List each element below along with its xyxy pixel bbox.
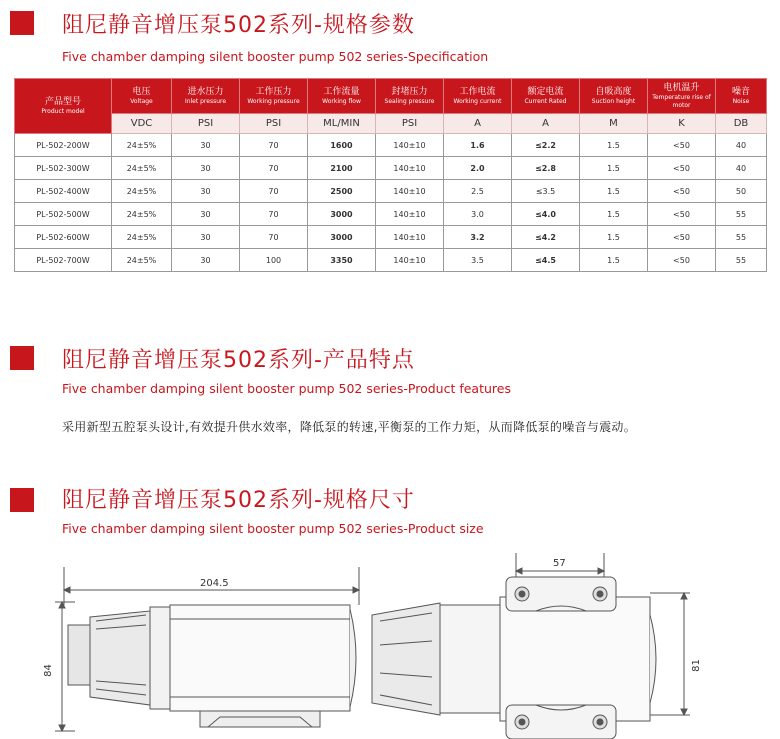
- value-cell: 3000: [308, 203, 376, 226]
- unit-cell: PSI: [172, 114, 240, 134]
- header-cn: 工作压力: [255, 86, 292, 97]
- value-cell: 55: [716, 203, 767, 226]
- features-title-cn: 阻尼静音增压泵502系列-产品特点: [62, 348, 415, 373]
- value-cell: 100: [240, 249, 308, 272]
- value-cell: ≤3.5: [512, 180, 580, 203]
- dim-height-side: 84: [42, 664, 54, 677]
- table-row: [15, 226, 767, 249]
- section-marker: [10, 11, 34, 35]
- section-marker: [10, 488, 34, 512]
- value-cell: <50: [648, 180, 716, 203]
- unit-cell: PSI: [240, 114, 308, 134]
- header-en: Product model: [41, 107, 85, 115]
- header-en: Working pressure: [247, 97, 300, 105]
- header-en: Temperature rise of motor: [652, 93, 711, 109]
- value-cell: 1600: [308, 134, 376, 157]
- section-marker: [10, 346, 34, 370]
- table-header-row: [15, 79, 767, 114]
- unit-cell: ML/MIN: [308, 114, 376, 134]
- features-title-en: Five chamber damping silent booster pump 502 series-Product features: [62, 381, 511, 396]
- header-cell: [512, 79, 580, 114]
- value-cell: 24±5%: [112, 249, 172, 272]
- spec-title-cn: 阻尼静音增压泵502系列-规格参数: [62, 13, 415, 38]
- value-cell: 1.6: [444, 134, 512, 157]
- value-cell: 24±5%: [112, 226, 172, 249]
- model-cell: PL-502-500W: [15, 203, 112, 226]
- header-cn: 额定电流: [527, 86, 564, 97]
- unit-cell: M: [580, 114, 648, 134]
- unit-cell: A: [512, 114, 580, 134]
- header-cn: 工作电流: [459, 86, 496, 97]
- value-cell: 1.5: [580, 226, 648, 249]
- header-en: Sealing pressure: [384, 97, 435, 105]
- value-cell: 40: [716, 134, 767, 157]
- header-cn: 电压: [132, 86, 151, 97]
- header-cn: 封堵压力: [391, 86, 428, 97]
- spec-title-en: Five chamber damping silent booster pump 502 series-Specification: [62, 49, 489, 64]
- value-cell: <50: [648, 249, 716, 272]
- unit-cell: K: [648, 114, 716, 134]
- model-cell: PL-502-300W: [15, 157, 112, 180]
- spec-table: [14, 78, 767, 272]
- header-cell: [716, 79, 767, 114]
- value-cell: 30: [172, 134, 240, 157]
- value-cell: 40: [716, 157, 767, 180]
- value-cell: <50: [648, 203, 716, 226]
- value-cell: 2500: [308, 180, 376, 203]
- size-title-cn: 阻尼静音增压泵502系列-规格尺寸: [62, 488, 415, 513]
- header-en: Current Rated: [524, 97, 567, 105]
- dim-height-end: 81: [690, 659, 702, 672]
- value-cell: 140±10: [376, 226, 444, 249]
- value-cell: ≤4.2: [512, 226, 580, 249]
- table-row: [15, 157, 767, 180]
- value-cell: ≤4.0: [512, 203, 580, 226]
- header-en: Voltage: [130, 97, 153, 105]
- value-cell: 3350: [308, 249, 376, 272]
- value-cell: 30: [172, 157, 240, 180]
- value-cell: <50: [648, 134, 716, 157]
- unit-cell: A: [444, 114, 512, 134]
- dim-length: 204.5: [200, 578, 229, 589]
- header-cell: [308, 79, 376, 114]
- value-cell: 70: [240, 134, 308, 157]
- model-cell: PL-502-600W: [15, 226, 112, 249]
- unit-cell: PSI: [376, 114, 444, 134]
- table-body: [15, 134, 767, 272]
- header-cell: [172, 79, 240, 114]
- value-cell: 24±5%: [112, 134, 172, 157]
- features-description: 采用新型五腔泵头设计,有效提升供水效率，降低泵的转速,平衡泵的工作力矩，从而降低泵的噪音与震动。: [62, 420, 637, 434]
- unit-cell: VDC: [112, 114, 172, 134]
- header-cell: [648, 79, 716, 114]
- value-cell: 1.5: [580, 157, 648, 180]
- value-cell: 3000: [308, 226, 376, 249]
- table-row: [15, 134, 767, 157]
- header-en: Working flow: [322, 97, 361, 105]
- table-row: [15, 180, 767, 203]
- value-cell: 3.2: [444, 226, 512, 249]
- value-cell: <50: [648, 157, 716, 180]
- header-en: Working current: [453, 97, 502, 105]
- value-cell: 70: [240, 203, 308, 226]
- header-cell: [580, 79, 648, 114]
- value-cell: 140±10: [376, 203, 444, 226]
- value-cell: 1.5: [580, 249, 648, 272]
- model-cell: PL-502-400W: [15, 180, 112, 203]
- value-cell: 1.5: [580, 203, 648, 226]
- header-cn: 进水压力: [187, 86, 224, 97]
- value-cell: 24±5%: [112, 157, 172, 180]
- value-cell: 30: [172, 226, 240, 249]
- value-cell: 1.5: [580, 134, 648, 157]
- model-cell: PL-502-200W: [15, 134, 112, 157]
- header-cn: 自吸高度: [595, 86, 632, 97]
- header-cn: 产品型号: [44, 96, 81, 107]
- size-title-en: Five chamber damping silent booster pump 502 series-Product size: [62, 521, 484, 536]
- value-cell: 140±10: [376, 249, 444, 272]
- value-cell: 50: [716, 180, 767, 203]
- header-en: Noise: [732, 97, 750, 105]
- value-cell: 70: [240, 157, 308, 180]
- unit-cell: DB: [716, 114, 767, 134]
- header-cn: 工作流量: [323, 86, 360, 97]
- value-cell: 55: [716, 226, 767, 249]
- value-cell: 30: [172, 180, 240, 203]
- header-cell: [240, 79, 308, 114]
- value-cell: 140±10: [376, 157, 444, 180]
- value-cell: 55: [716, 249, 767, 272]
- header-cell: [376, 79, 444, 114]
- value-cell: 140±10: [376, 180, 444, 203]
- value-cell: 1.5: [580, 180, 648, 203]
- value-cell: ≤2.8: [512, 157, 580, 180]
- table-row: [15, 249, 767, 272]
- value-cell: ≤2.2: [512, 134, 580, 157]
- value-cell: 3.0: [444, 203, 512, 226]
- header-cell: [444, 79, 512, 114]
- table-row: [15, 203, 767, 226]
- value-cell: 70: [240, 226, 308, 249]
- table-units-row: [15, 114, 767, 134]
- header-cn: 噪音: [731, 86, 750, 97]
- value-cell: 70: [240, 180, 308, 203]
- value-cell: 30: [172, 249, 240, 272]
- value-cell: <50: [648, 226, 716, 249]
- value-cell: 24±5%: [112, 203, 172, 226]
- value-cell: ≤4.5: [512, 249, 580, 272]
- value-cell: 2.5: [444, 180, 512, 203]
- value-cell: 24±5%: [112, 180, 172, 203]
- value-cell: 30: [172, 203, 240, 226]
- model-cell: PL-502-700W: [15, 249, 112, 272]
- pump-dimension-drawing: [0, 545, 780, 739]
- value-cell: 2100: [308, 157, 376, 180]
- value-cell: 2.0: [444, 157, 512, 180]
- header-cn: 电机温升: [663, 82, 700, 93]
- value-cell: 140±10: [376, 134, 444, 157]
- header-cell: [112, 79, 172, 114]
- value-cell: 3.5: [444, 249, 512, 272]
- header-en: Inlet pressure: [184, 97, 227, 105]
- dim-width-top: 57: [553, 558, 566, 569]
- header-cell: [15, 79, 112, 134]
- header-en: Suction height: [591, 97, 636, 105]
